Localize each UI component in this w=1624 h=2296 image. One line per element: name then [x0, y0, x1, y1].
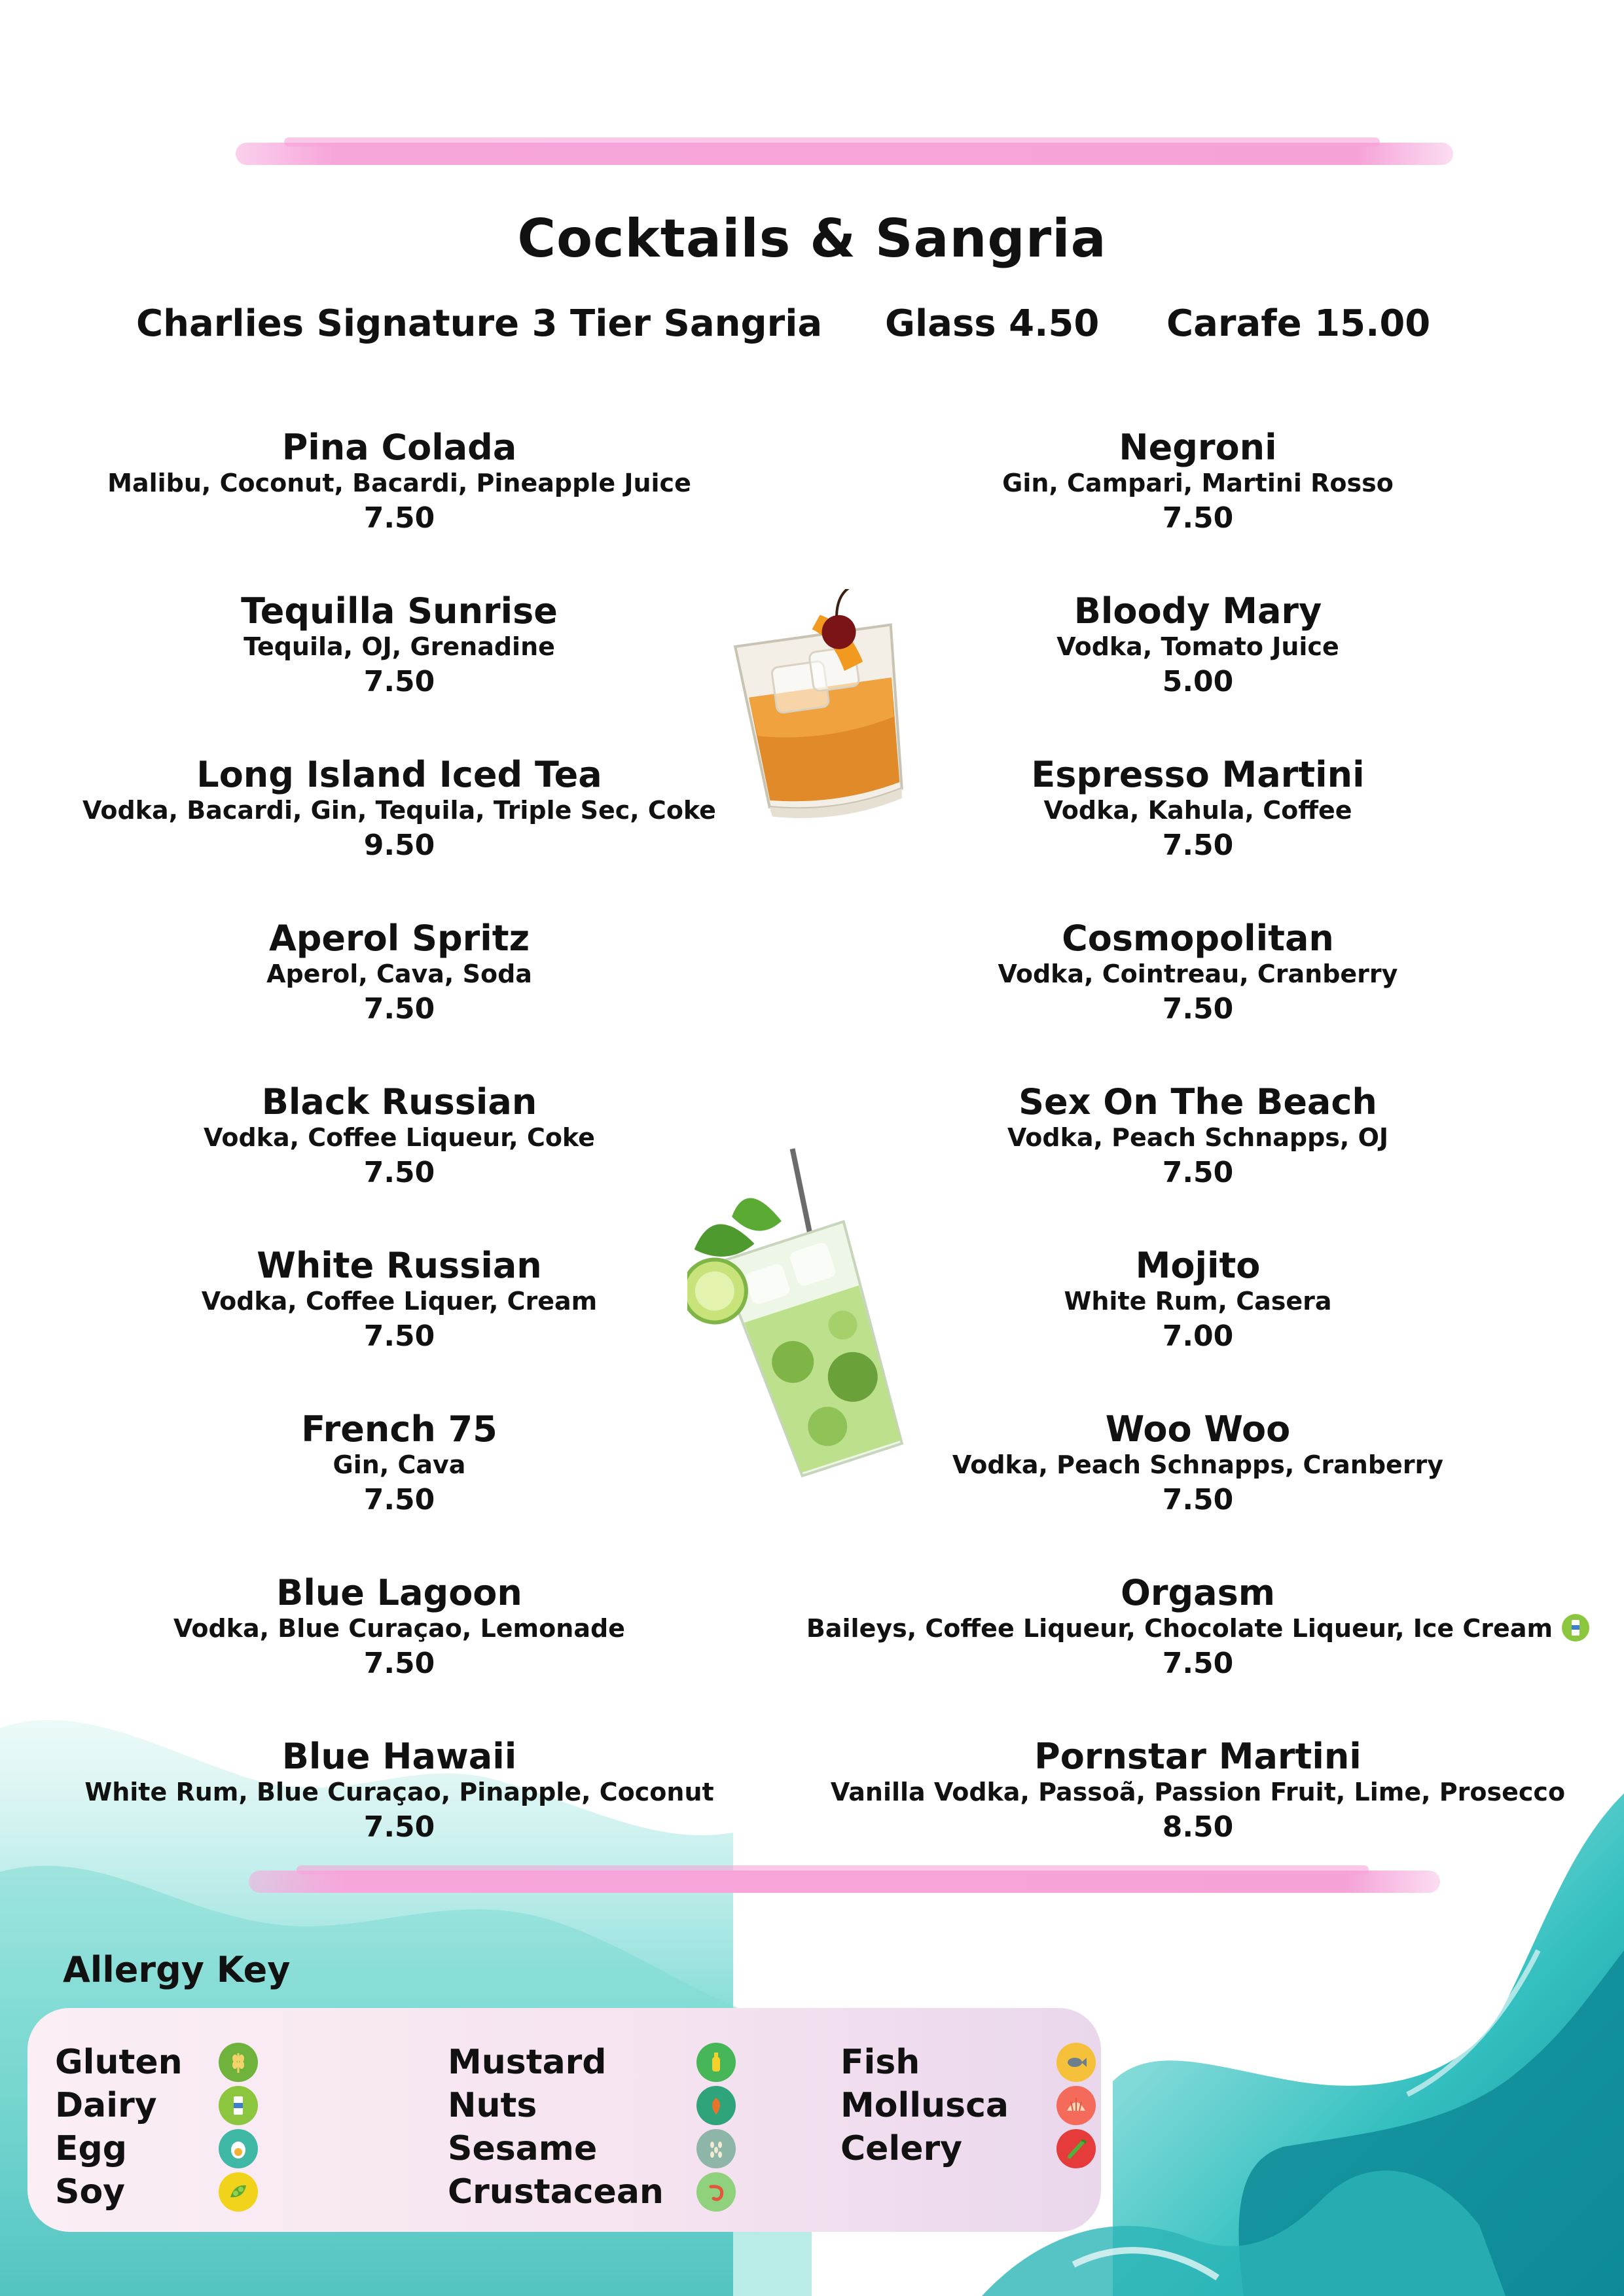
menu-item [805, 1573, 1591, 1737]
item-name: Long Island Iced Tea [196, 754, 602, 795]
item-price: 7.50 [363, 1319, 435, 1353]
egg-icon [219, 2129, 258, 2168]
item-name: Negroni [1119, 427, 1277, 468]
old-fashioned-glass-illustration [720, 589, 929, 825]
item-name: Tequilla Sunrise [241, 590, 558, 632]
menu-item [72, 1083, 727, 1246]
item-ingredients: Vodka, Bacardi, Gin, Tequila, Triple Sec, Coke [82, 796, 716, 825]
item-ingredients: Vanilla Vodka, Passoã, Passion Fruit, Lime, Prosecco [830, 1778, 1566, 1806]
shrimp-icon [696, 2172, 736, 2212]
allergen-label: Fish [840, 2043, 920, 2082]
milk-icon [219, 2086, 258, 2125]
item-name: Blue Hawaii [281, 1736, 517, 1777]
pink-brush-divider-bottom [249, 1871, 1440, 1893]
celery-icon [1056, 2129, 1096, 2168]
item-name: Mojito [1135, 1245, 1261, 1286]
item-ingredients: White Rum, Casera [1064, 1287, 1332, 1316]
allergen-label: Mollusca [840, 2086, 1009, 2125]
item-name: Pornstar Martini [1034, 1736, 1362, 1777]
allergen-label: Celery [840, 2129, 963, 2168]
allergen-label: Sesame [448, 2129, 598, 2168]
item-price: 7.50 [1162, 829, 1234, 862]
item-name: White Russian [257, 1245, 542, 1286]
item-price: 7.50 [363, 992, 435, 1026]
item-name: Blue Lagoon [276, 1572, 522, 1613]
item-price: 5.00 [1162, 665, 1234, 698]
menu-title: Cocktails & Sangria [517, 208, 1107, 269]
item-name: Woo Woo [1105, 1408, 1291, 1450]
menu-item [72, 1410, 727, 1573]
item-name: Black Russian [261, 1081, 537, 1122]
item-name: Aperol Spritz [268, 918, 530, 959]
item-ingredients: Gin, Cava [333, 1450, 466, 1479]
item-ingredients: Vodka, Tomato Juice [1056, 632, 1339, 661]
item-name: Espresso Martini [1031, 754, 1365, 795]
allergy-key-column [840, 2041, 1096, 2170]
mojito-glass-illustration [687, 1139, 936, 1479]
item-ingredients: Tequila, OJ, Grenadine [244, 632, 555, 661]
item-price: 7.50 [363, 501, 435, 535]
item-ingredients: Vodka, Peach Schnapps, OJ [1007, 1123, 1389, 1152]
item-name: Cosmopolitan [1062, 918, 1334, 959]
pink-brush-divider-top [236, 143, 1453, 165]
allergy-key-row [55, 2170, 258, 2214]
allergen-label: Egg [55, 2129, 127, 2168]
item-name: Bloody Mary [1074, 590, 1322, 632]
allergy-key-column [448, 2041, 736, 2214]
allergy-key-row [840, 2041, 1096, 2084]
item-name: Orgasm [1120, 1572, 1276, 1613]
item-ingredients: White Rum, Blue Curaçao, Pinapple, Coconut [84, 1778, 714, 1806]
item-ingredients: Malibu, Coconut, Bacardi, Pineapple Juice [107, 469, 691, 497]
left-cocktail-list [72, 428, 727, 1901]
allergy-key-row [55, 2041, 258, 2084]
item-price: 7.50 [1162, 501, 1234, 535]
item-price: 7.50 [363, 665, 435, 698]
soy-icon [219, 2172, 258, 2212]
allergen-label: Nuts [448, 2086, 537, 2125]
allergen-label: Dairy [55, 2086, 157, 2125]
item-ingredients: Vodka, Blue Curaçao, Lemonade [173, 1614, 625, 1643]
item-ingredients [805, 1613, 1591, 1644]
signature-carafe-price: Carafe 15.00 [1166, 302, 1431, 345]
allergy-key-row [840, 2084, 1096, 2127]
menu-item [805, 919, 1591, 1083]
allergen-label: Crustacean [448, 2172, 664, 2212]
signature-sangria-name: Charlies Signature 3 Tier Sangria [136, 302, 823, 345]
dairy-icon [1562, 1614, 1589, 1641]
allergy-key-title: Allergy Key [63, 1949, 291, 1990]
item-ingredients: Vodka, Cointreau, Cranberry [998, 960, 1398, 988]
allergy-key-row [55, 2084, 258, 2127]
allergen-label: Mustard [448, 2043, 607, 2082]
menu-item [72, 1246, 727, 1410]
sesame-icon [696, 2129, 736, 2168]
item-ingredients: Vodka, Coffee Liqueur, Coke [204, 1123, 595, 1152]
item-price: 7.50 [1162, 992, 1234, 1026]
item-name: Sex On The Beach [1019, 1081, 1377, 1122]
fish-icon [1056, 2043, 1096, 2082]
item-name: Pina Colada [281, 427, 517, 468]
item-price: 7.50 [1162, 1483, 1234, 1516]
item-price: 9.50 [363, 829, 435, 862]
item-price: 7.50 [363, 1156, 435, 1189]
signature-glass-price: Glass 4.50 [885, 302, 1100, 345]
menu-item [72, 1573, 727, 1737]
item-price: 7.50 [363, 1810, 435, 1844]
item-ingredients-text: Baileys, Coffee Liqueur, Chocolate Liqueur, Ice Cream [806, 1614, 1553, 1643]
menu-item [805, 428, 1591, 592]
item-price: 7.50 [363, 1483, 435, 1516]
menu-item [72, 428, 727, 592]
allergen-label: Gluten [55, 2043, 183, 2082]
item-ingredients: Vodka, Kahula, Coffee [1043, 796, 1352, 825]
item-price: 7.00 [1162, 1319, 1234, 1353]
allergen-label: Soy [55, 2172, 126, 2212]
item-ingredients: Gin, Campari, Martini Rosso [1002, 469, 1394, 497]
item-name: French 75 [301, 1408, 497, 1450]
allergy-key-row [448, 2041, 736, 2084]
allergy-key-row [448, 2084, 736, 2127]
item-ingredients: Aperol, Cava, Soda [266, 960, 532, 988]
item-price: 7.50 [1162, 1156, 1234, 1189]
mustard-icon [696, 2043, 736, 2082]
wheat-icon [219, 2043, 258, 2082]
item-price: 7.50 [363, 1647, 435, 1680]
allergy-key-row [840, 2127, 1096, 2170]
item-price: 7.50 [1162, 1647, 1234, 1680]
menu-item [72, 592, 727, 755]
nut-icon [696, 2086, 736, 2125]
menu-item [72, 755, 727, 919]
item-price: 8.50 [1162, 1810, 1234, 1844]
allergy-key-column [55, 2041, 258, 2214]
allergy-key-row [55, 2127, 258, 2170]
allergy-key-row [448, 2127, 736, 2170]
allergy-key-row [448, 2170, 736, 2214]
item-ingredients: Vodka, Coffee Liquer, Cream [201, 1287, 598, 1316]
menu-item [72, 919, 727, 1083]
item-ingredients: Vodka, Peach Schnapps, Cranberry [952, 1450, 1444, 1479]
shell-icon [1056, 2086, 1096, 2125]
